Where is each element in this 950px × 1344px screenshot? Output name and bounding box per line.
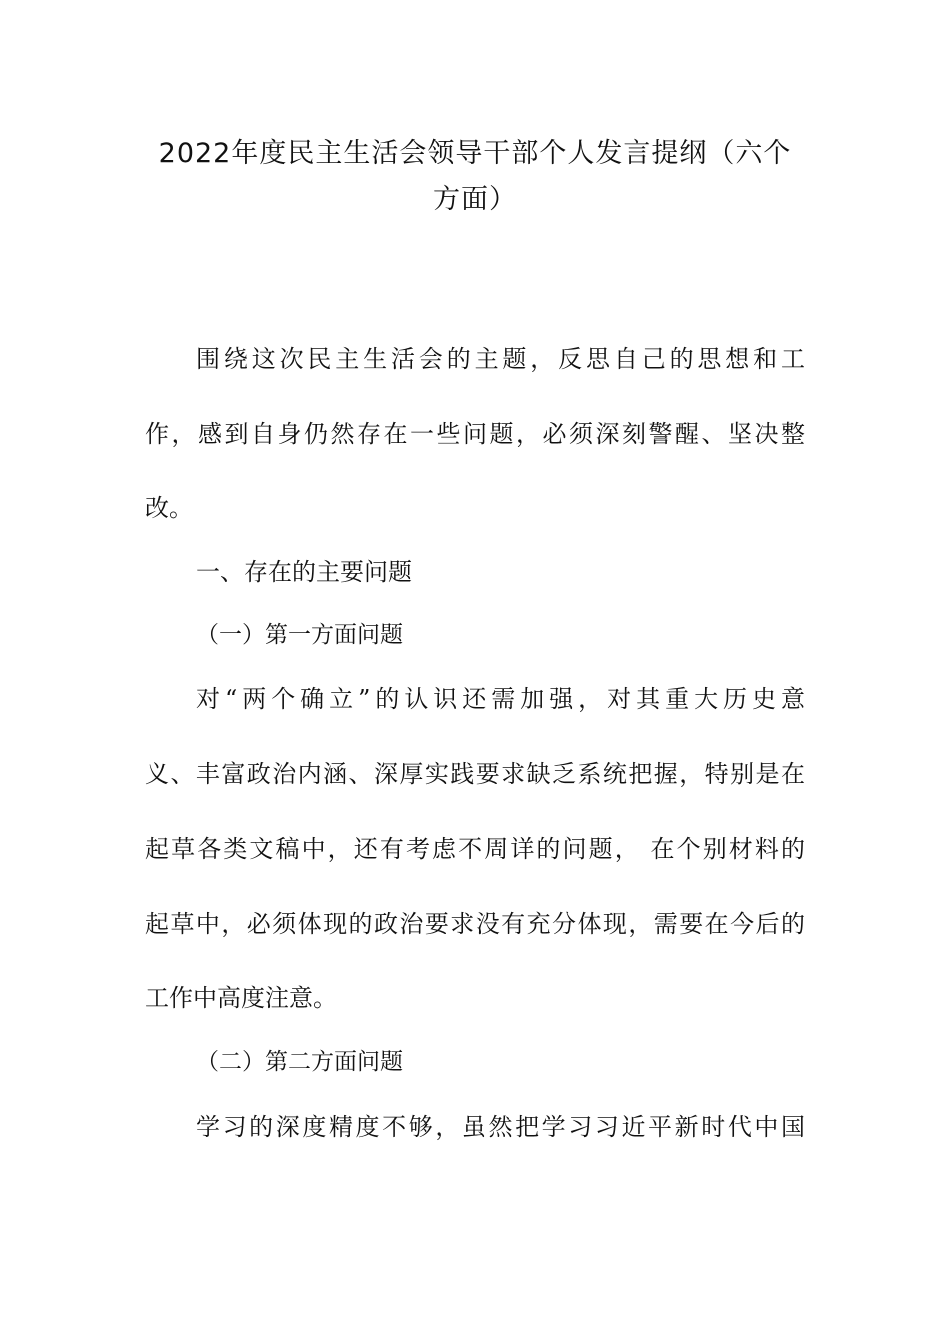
intro-line-2: 作，感到自身仍然存在一些问题，必须深刻警醒、坚决整 [145,420,805,448]
sub1-line-1: 对“两个确立”的认识还需加强，对其重大历史意 [196,685,805,713]
sub2-line-1: 学习的深度精度不够，虽然把学习习近平新时代中国 [196,1113,805,1141]
sub1-line-3: 起草各类文稿中，还有考虑不周详的问题， 在个别材料的 [145,835,805,863]
intro-line-1: 围绕这次民主生活会的主题，反思自己的思想和工 [196,345,805,373]
document-title-line-2: 方面） [433,184,517,215]
sub1-line-5: 工作中高度注意。 [145,984,337,1012]
sub1-line-4: 起草中，必须体现的政治要求没有充分体现，需要在今后的 [145,910,805,938]
document-title-line-1: 2022年度民主生活会领导干部个人发言提纲（六个 [158,138,792,169]
subsection-heading-1: （一）第一方面问题 [196,622,403,648]
subsection-heading-2: （二）第二方面问题 [196,1049,403,1075]
section-heading-problems: 一、存在的主要问题 [196,558,412,586]
intro-line-3: 改。 [145,494,193,522]
sub1-line-2: 义、丰富政治内涵、深厚实践要求缺乏系统把握，特别是在 [145,760,805,788]
